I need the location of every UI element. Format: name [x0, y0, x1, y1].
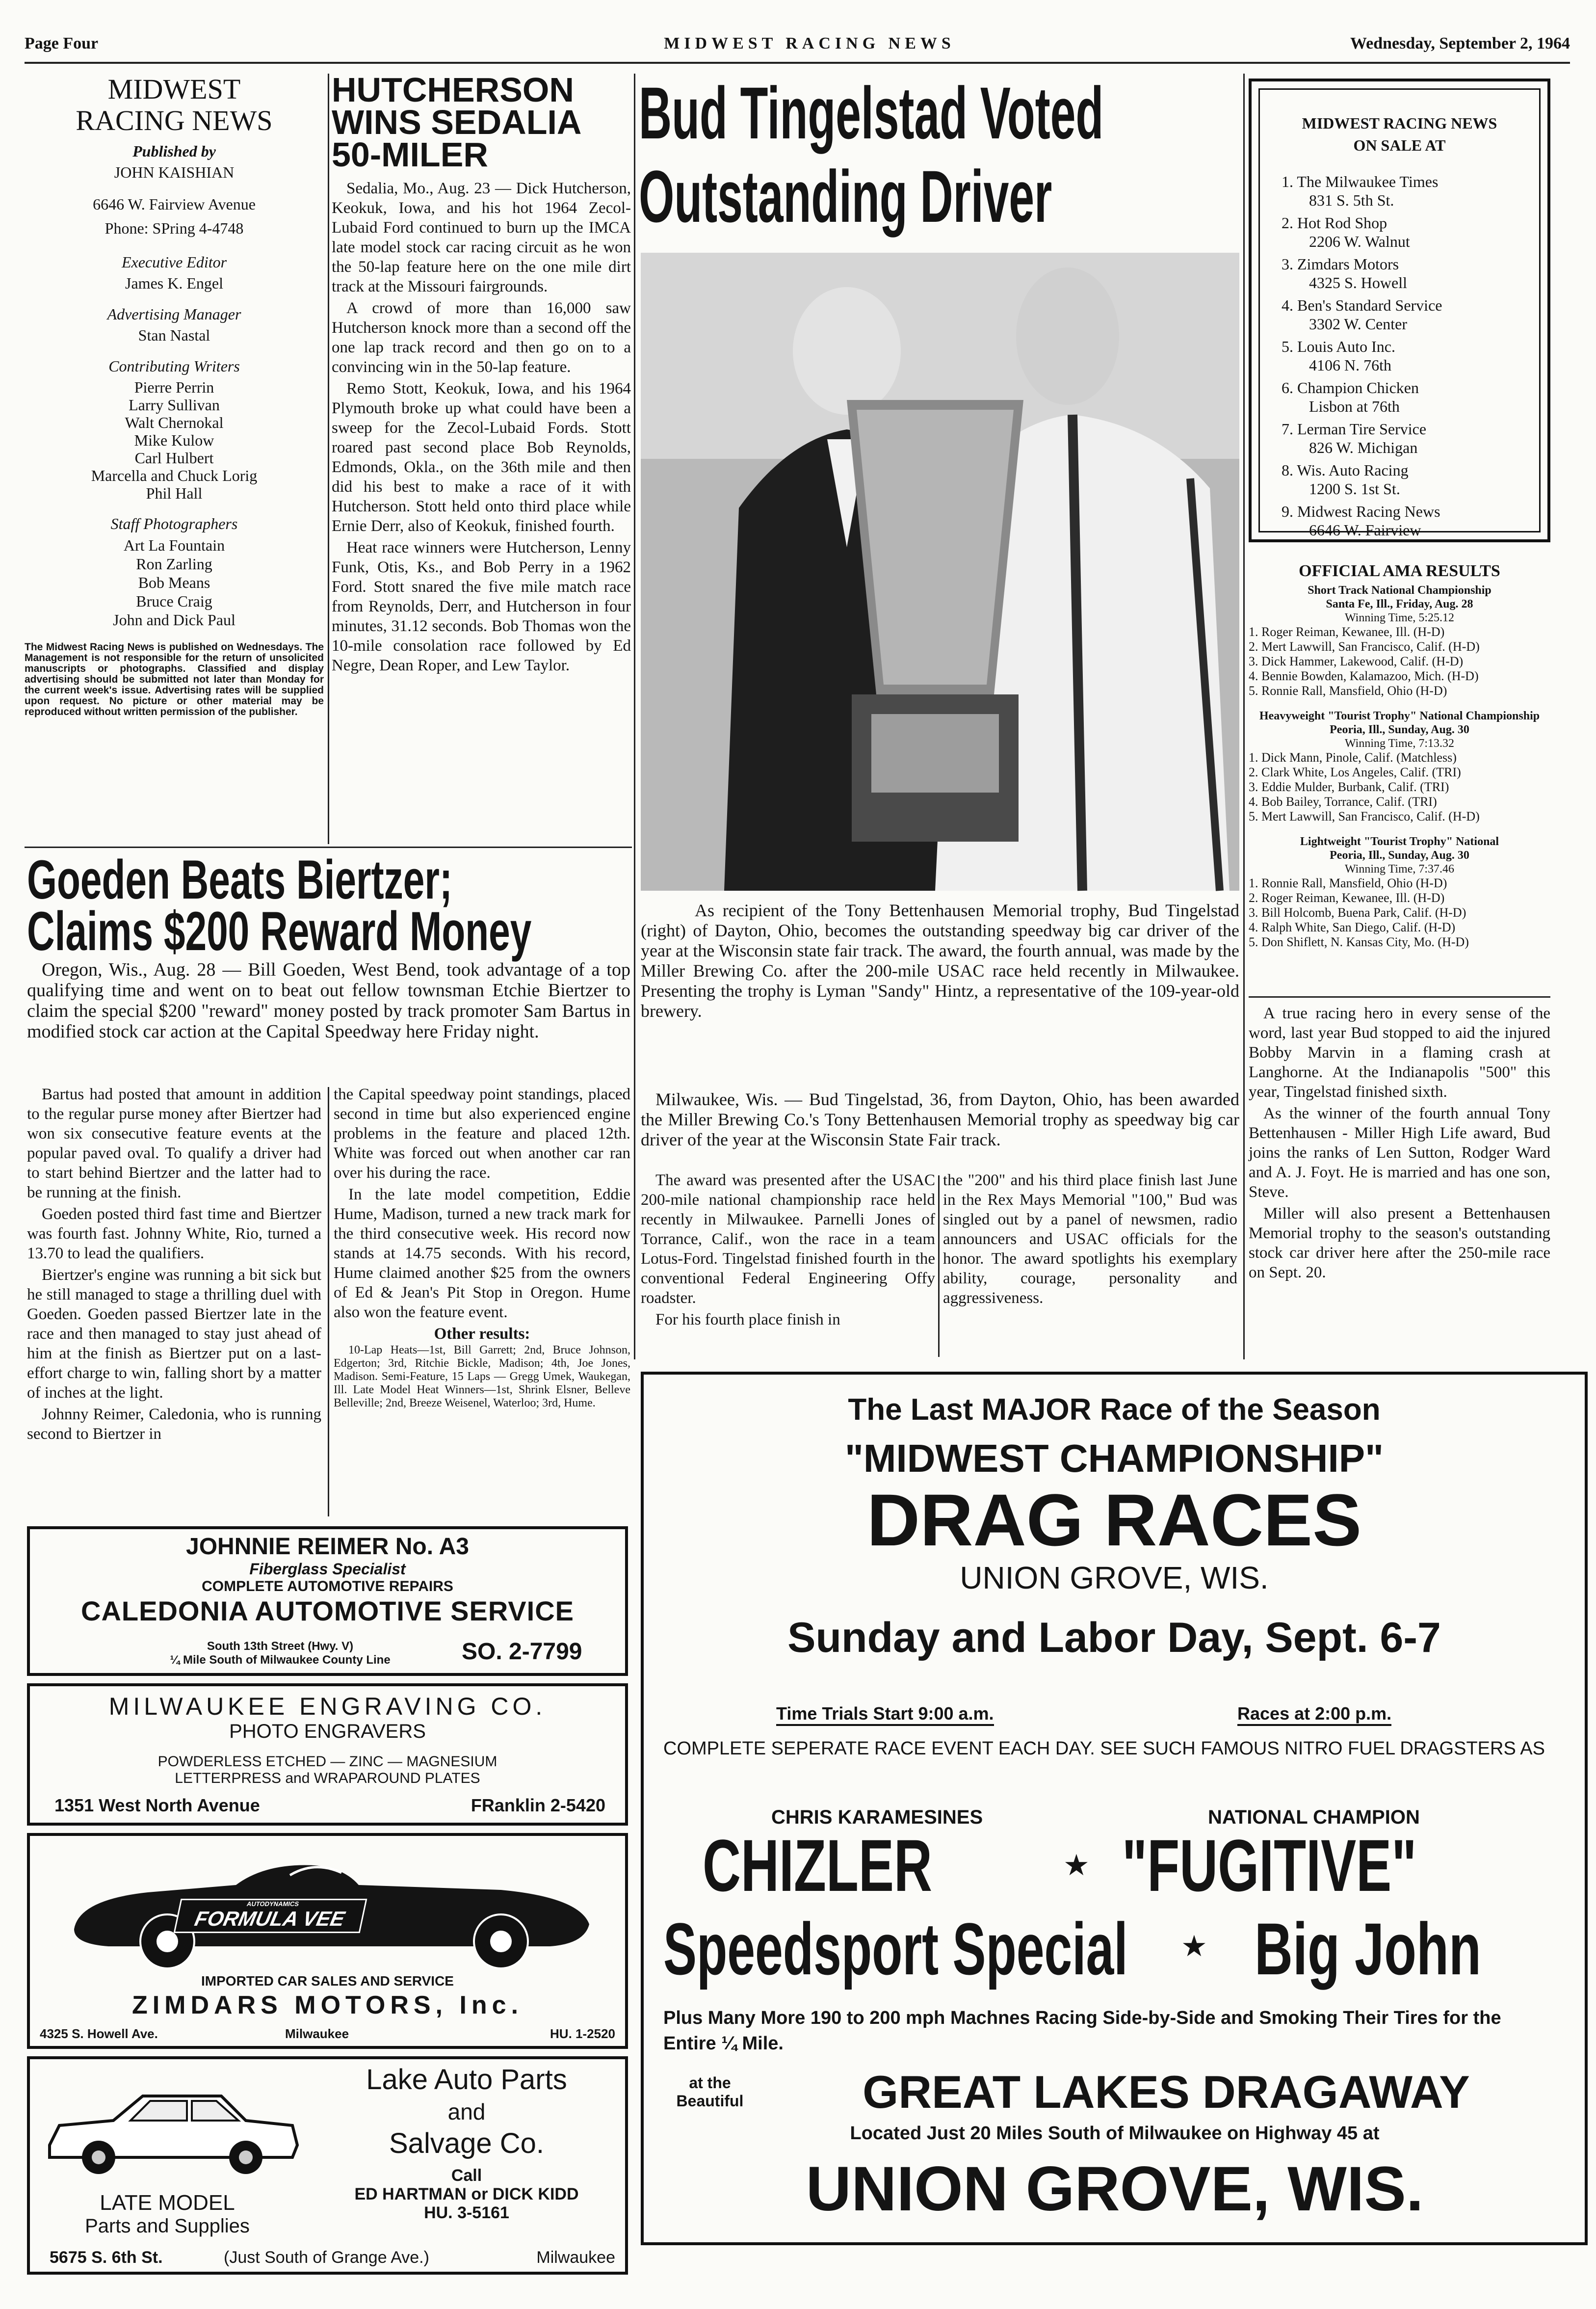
column-rule	[634, 74, 635, 1359]
paper-name: MIDWEST RACING NEWS	[664, 34, 955, 53]
goeden-headline-1: Goeden Beats Biertzer;	[27, 849, 452, 910]
lake-late-model: LATE MODEL	[100, 2191, 235, 2215]
article-paragraph: As the winner of the fourth annual Tony Bettenhausen - Miller High Life award, Bud joins the ranks of Len Sutton, Rodger Ward and A. J. Foyt. He is married and has one son, Steve.	[1249, 1105, 1550, 1201]
ama-section: Short Track National Championship Santa Fe, Ill., Friday, Aug. 28 Winning Time, 5:25.12 1. Roger Reiman, Kewanee, Ill. (H-D) 2. Mert Lawwill, San Francisco, Calif. (H-D) 3. Dick Hammer, Lakewood, Calif. (H-D) 4. Bennie Bowden, Kalamazoo, Mich. (H-D) 5. Ronnie Rall, Mansfield, Ohio (H-D)	[1249, 584, 1491, 698]
drag-line-5: Sunday and Labor Day, Sept. 6-7	[787, 1614, 1441, 1661]
ad-line: MILWAUKEE ENGRAVING CO.	[108, 1693, 547, 1720]
union-grove: UNION GROVE, WIS.	[806, 2154, 1424, 2224]
writer-name: Phil Hall	[146, 484, 203, 502]
star-icon: ★	[1181, 1930, 1207, 1963]
lake-line-3: Salvage Co.	[389, 2127, 544, 2159]
drag-line-4: UNION GROVE, WIS.	[960, 1560, 1269, 1595]
photographer-name: Bruce Craig	[136, 592, 212, 610]
other-results: 10-Lap Heats—1st, Bill Garrett; 2nd, Bruce Johnson, Edgerton; 3rd, Ritchie Bickle, Madison; 4th, Joe Jones, Madison. Semi-Feature, 15 Laps — Gregg Umek, Waukegan, Ill. Late Model Heat Winners—1st, Shrink Elsner, Belleve Belleville; 2nd, Breeze Weisenel, Waterloo; 3rd, Hume.	[334, 1344, 630, 1409]
page-header	[25, 34, 1570, 59]
ad-phone: HU. 3-5161	[424, 2203, 509, 2222]
ad-line: JOHNNIE REIMER No. A3	[186, 1534, 469, 1560]
masthead-title-2: RACING NEWS	[76, 105, 273, 136]
writer-name: Larry Sullivan	[129, 396, 220, 414]
photographers-label: Staff Photographers	[110, 515, 238, 532]
ad-manager: Stan Nastal	[138, 326, 210, 344]
on-sale-item: 3. Zimdars Motors 4325 S. Howell	[1282, 255, 1407, 292]
badge-small: AUTODYNAMICS	[246, 1900, 300, 1908]
ad-lake-auto	[27, 2056, 628, 2275]
ad-line: ZIMDARS MOTORS, Inc.	[131, 1991, 523, 2019]
writers-label: Contributing Writers	[108, 357, 240, 375]
ad-address: 1351 West North Avenue	[54, 1795, 260, 1815]
tingelstad-lead	[641, 1089, 1239, 1170]
article-paragraph: A true racing hero in every sense of the word, last year Bud stopped to aid the injured Bobby Marvin in a flaming crash at Langhorne. At the Indianapolis "500" this year, Tingelstad finished sixth.	[1249, 1005, 1550, 1101]
article-paragraph: Bartus had posted that amount in addition to the regular purse money after Biertzer had won six consecutive feature events at the popular paved oval. To qualify a driver had to start behind Biertzer and the latter had to be running at the finish.	[27, 1086, 321, 1201]
on-sale-box	[1249, 79, 1550, 542]
dragway-located: Located Just 20 Miles South of Milwaukee on Highway 45 at	[850, 2123, 1380, 2144]
ad-line: South 13th Street (Hwy. V)	[207, 1640, 354, 1653]
big-john: Big John	[1255, 1908, 1481, 1990]
ama-section: Lightweight "Tourist Trophy" National Peoria, Ill., Sunday, Aug. 30 Winning Time, 7:37.46 1. Ronnie Rall, Mansfield, Ohio (H-D) 2. Roger Reiman, Kewanee, Ill. (H-D) 3. Bill Holcomb, Buena Park, Calif. (H-D) 4. Ralph White, San Diego, Calif. (H-D) 5. Don Shiflett, N. Kansas City, Mo. (H-D)	[1249, 835, 1499, 949]
issue-date: Wednesday, September 2, 1964	[1350, 34, 1570, 53]
column-rule	[328, 1087, 329, 1516]
ad-caledonia	[27, 1526, 628, 1676]
on-sale-item: 2. Hot Rod Shop 2206 W. Walnut	[1282, 214, 1410, 250]
photographer-name: Bob Means	[138, 574, 210, 591]
column-rule	[1243, 74, 1245, 1359]
section-rule	[1249, 996, 1550, 998]
on-sale-item: 9. Midwest Racing News 6646 W. Fairview	[1282, 503, 1440, 539]
tingelstad-col-2	[943, 1170, 1237, 1359]
photographer-name: Art La Fountain	[123, 536, 225, 554]
at-the: at the	[689, 2074, 731, 2092]
published-by-label: Published by	[132, 142, 216, 160]
goeden-lead	[27, 959, 630, 1082]
ad-line: POWDERLESS ETCHED — ZINC — MAGNESIUM	[157, 1753, 497, 1770]
article-paragraph: A crowd of more than 16,000 saw Hutcherson knock more than a second off the one lap track record and then go on to a convincing win in the 50-lap feature.	[332, 299, 631, 376]
drag-line-3: DRAG RACES	[866, 1479, 1362, 1561]
photographer-name: John and Dick Paul	[113, 611, 235, 629]
ad-line: IMPORTED CAR SALES AND SERVICE	[201, 1973, 454, 1989]
header-rule	[25, 62, 1570, 64]
ad-city: Milwaukee	[536, 2248, 615, 2267]
fugitive: "FUGITIVE"	[1122, 1824, 1417, 1907]
goeden-headline	[27, 849, 630, 962]
exec-editor: James K. Engel	[125, 274, 223, 292]
lake-parts: Parts and Supplies	[85, 2215, 250, 2237]
hutcherson-headline-1: HUTCHERSON	[332, 71, 574, 109]
page-label: Page Four	[25, 34, 99, 53]
national-champion: NATIONAL CHAMPION	[1208, 1806, 1420, 1828]
tingelstad-headline	[639, 74, 1237, 245]
karamesines: CHRIS KARAMESINES	[771, 1806, 983, 1828]
article-paragraph: The award was presented after the USAC 200-mile national championship race held recently in Milwaukee. Parnelli Jones of Torrance, Calif., won the race in a team Lotus-Ford. Tingelstad finished fourth in the conventional Federal Engineering Offy roadster.	[641, 1171, 935, 1307]
masthead	[25, 73, 324, 717]
on-sale-item: 5. Louis Auto Inc. 4106 N. 76th	[1282, 338, 1395, 374]
other-results-label: Other results:	[434, 1325, 530, 1343]
article-paragraph: Remo Stott, Keokuk, Iowa, and his 1964 Plymouth broke up what could have been a sweep for the Zecol-Lubaid Fords. Stott roared past second place Bob Reynolds, Edmonds, Okla., on the 36th mile and then did his best to make a race of it with Hutcherson. Stott held onto third place while Ernie Derr, also of Keokuk, finished fourth.	[332, 380, 631, 535]
ad-address: 5675 S. 6th St.	[50, 2248, 163, 2267]
article-paragraph: Goeden posted third fast time and Biertzer was fourth fast. Johnny White, Rio, turned a 13.70 to lead the qualifiers.	[27, 1205, 321, 1262]
ad-line: CALEDONIA AUTOMOTIVE SERVICE	[81, 1595, 574, 1626]
tingelstad-headline-1: Bud Tingelstad Voted	[639, 72, 1104, 154]
lake-line-1: Lake Auto Parts	[366, 2064, 567, 2096]
article-paragraph: the "200" and his third place finish last June in the Rex Mays Memorial "100," Bud was singled out by a panel of newsmen, radio announcers and USAC officials for the honor. The award spotlights his exemplary ability, courage, personality and aggressiveness.	[943, 1171, 1237, 1307]
exec-editor-label: Executive Editor	[121, 253, 227, 271]
star-icon: ★	[1063, 1849, 1090, 1882]
trophy-photo	[641, 253, 1239, 891]
drag-line-1: The Last MAJOR Race of the Season	[848, 1393, 1381, 1427]
chizler: CHIZLER	[703, 1824, 932, 1907]
article-paragraph: Biertzer's engine was running a bit sick but he still managed to stage a thrilling duel with Goeden. Goeden passed Biertzer late in the race and then managed to stay just ahead of him at the finish as Biertzer put on a last-effort charge to win, falling short by a matter of inches at the light.	[27, 1266, 321, 1402]
formula-vee-badge	[174, 1899, 367, 1933]
ad-manager-label: Advertising Manager	[107, 305, 241, 323]
tingelstad-lead-paragraph: Milwaukee, Wis. — Bud Tingelstad, 36, from Dayton, Ohio, has been awarded the Miller Brewing Co.'s Tony Bettenhausen Memorial trophy as speedway big car driver of the year at the Wisconsin State Fair track.	[641, 1089, 1239, 1149]
ad-phone: SO. 2-7799	[462, 1639, 582, 1665]
on-sale-item: 4. Ben's Standard Service 3302 W. Center	[1282, 296, 1442, 333]
hutcherson-headline-2: WINS SEDALIA	[332, 103, 582, 141]
article-paragraph: Sedalia, Mo., Aug. 23 — Dick Hutcherson, Keokuk, Iowa, and his hot 1964 Zecol-Lubaid Ford continued to burn up the IMCA late model stock car racing circuit as he won the 50-lap feature here on the one mile dirt track at the Missouri fairgrounds.	[332, 180, 631, 295]
publisher: JOHN KAISHIAN	[114, 163, 235, 181]
sedan-illustration	[45, 2086, 300, 2175]
goeden-col-1	[27, 1085, 321, 1516]
writer-name: Walt Chernokal	[125, 414, 224, 431]
publisher-notice: The Midwest Racing News is published on Wednesdays. The Management is not responsible for the return of unsolicited manuscripts or photographs. Classified and display advertising should be submitted not later than Monday for the current week's issue. Advertising rates will be supplied upon request. No picture or other material may be reproduced without written permission of the publisher.	[25, 641, 324, 717]
on-sale-item: 6. Champion Chicken Lisbon at 76th	[1282, 379, 1419, 415]
ad-phone: HU. 1-2520	[550, 2026, 615, 2041]
goeden-col-2	[334, 1085, 630, 1516]
lake-directions: (Just South of Grange Ave.)	[224, 2248, 429, 2267]
column-rule	[328, 74, 329, 844]
tingelstad-headline-2: Outstanding Driver	[639, 155, 1052, 238]
photographer-name: Ron Zarling	[136, 555, 212, 573]
article-paragraph: Heat race winners were Hutcherson, Lenny Funk, Otis, Ks., and Bob Perry in a 1962 Ford. Stott snared the five mile match race from Reynolds, Derr, and Hutcherson in four minutes, 31.12 seconds. Bob Thomas won the 10-mile consolation race followed by Ed Negre, Dean Roper, and Lew Taylor.	[332, 539, 631, 674]
ama-results	[1249, 562, 1550, 994]
article-paragraph: For his fourth place finish in	[655, 1311, 840, 1328]
on-sale-item: 8. Wis. Auto Racing 1200 S. 1st St.	[1282, 461, 1409, 498]
trophy-photo-illustration	[641, 253, 1239, 891]
column-rule	[938, 1175, 940, 1357]
goeden-lead-paragraph: Oregon, Wis., Aug. 28 — Bill Goeden, West Bend, took advantage of a top qualifying time and went on to beat out fellow townsman Etchie Biertzer to claim the special $200 "reward" money posted by track promoter Sam Bartus in modified stock car action at the Capital Speedway here Friday night.	[27, 959, 630, 1042]
tingelstad-col-1	[641, 1170, 935, 1359]
article-paragraph: In the late model competition, Eddie Hume, Madison, turned a new track mark for the third consecutive week. His record now stands at 14.75 seconds. With his record, Hume claimed another $25 from the owners of Ed & Jean's Pit Stop in Oregon. Hume also won the feature event.	[334, 1186, 630, 1321]
ama-title: OFFICIAL AMA RESULTS	[1299, 562, 1500, 580]
speedsport: Speedsport Special	[663, 1908, 1128, 1990]
ad-zimdars	[27, 1833, 628, 2049]
section-rule	[25, 847, 632, 848]
lake-call: Call	[451, 2166, 482, 2185]
masthead-phone: Phone: SPring 4-4748	[105, 219, 244, 237]
dragway-name: GREAT LAKES DRAGAWAY	[863, 2066, 1470, 2118]
beautiful: Beautiful	[676, 2092, 744, 2110]
ad-engraving	[27, 1683, 628, 1826]
ad-line: LETTERPRESS and WRAPAROUND PLATES	[175, 1770, 480, 1786]
article-paragraph: Johnny Reimer, Caledonia, who is running second to Biertzer in	[27, 1406, 321, 1443]
writer-name: Marcella and Chuck Lorig	[91, 467, 258, 484]
tingelstad-col-3	[1249, 1004, 1550, 1359]
writer-name: Mike Kulow	[134, 431, 214, 449]
race-start: Races at 2:00 p.m.	[1237, 1703, 1391, 1726]
article-paragraph: Miller will also present a Bettenhausen Memorial trophy to the season's outstanding stock car driver here after the 250-mile race on Sept. 20.	[1249, 1205, 1550, 1281]
ad-line: PHOTO ENGRAVERS	[229, 1721, 426, 1742]
writer-name: Carl Hulbert	[134, 449, 214, 467]
article-paragraph: the Capital speedway point standings, placed second in time but also experienced engine problems in the feature and placed 12th. White was forced out when another car ran over his during the race.	[334, 1086, 630, 1182]
writer-name: Pierre Perrin	[134, 378, 214, 396]
drag-plus: Plus Many More 190 to 200 mph Machnes Racing Side-by-Side and Smoking Their Tires for the Entire ¼ Mile.	[663, 2008, 1501, 2054]
on-sale-title-2: ON SALE AT	[1353, 136, 1446, 154]
ad-city: Milwaukee	[285, 2026, 349, 2041]
tingelstad-caption	[641, 901, 1239, 1077]
ad-drag-races	[641, 1372, 1588, 2245]
ama-section: Heavyweight "Tourist Trophy" National Championship Peoria, Ill., Sunday, Aug. 30 Winning Time, 7:13.32 1. Dick Mann, Pinole, Calif. (Matchless) 2. Clark White, Los Angeles, Calif. (TRI) 3. Eddie Mulder, Burbank, Calif. (TRI) 4. Bob Bailey, Torrance, Calif. (TRI) 5. Mert Lawwill, San Francisco, Calif. (H-D)	[1249, 710, 1540, 823]
masthead-title-1: MIDWEST	[107, 73, 241, 105]
photo-caption: As recipient of the Tony Bettenhausen Memorial trophy, Bud Tingelstad (right) of Dayton, Ohio, becomes the outstanding speedway big car driver of the year at the Wisconsin state fair track. The award, the fourth annual, was made by the Miller Brewing Co. after the 200-mile USAC race held recently in Milwaukee. Presenting the trophy is Lyman "Sandy" Hintz, a representative of the 109-year-old brewery.	[641, 901, 1239, 1021]
lake-names: ED HARTMAN or DICK KIDD	[354, 2185, 579, 2203]
goeden-headline-2: Claims $200 Reward Money	[27, 901, 532, 962]
lake-line-2: and	[447, 2099, 486, 2124]
drag-complete: COMPLETE SEPERATE RACE EVENT EACH DAY. SEE SUCH FAMOUS NITRO FUEL DRAGSTERS AS	[663, 1738, 1545, 1759]
ad-line: COMPLETE AUTOMOTIVE REPAIRS	[202, 1578, 453, 1594]
drag-line-2: "MIDWEST CHAMPIONSHIP"	[844, 1436, 1384, 1480]
hutcherson-article	[332, 71, 631, 844]
ad-phone: FRanklin 2-5420	[471, 1795, 605, 1815]
on-sale-title-1: MIDWEST RACING NEWS	[1302, 114, 1497, 132]
time-trials: Time Trials Start 9:00 a.m.	[776, 1703, 994, 1726]
ad-line: ¼ Mile South of Milwaukee County Line	[170, 1653, 391, 1667]
badge-title: FORMULA VEE	[192, 1907, 347, 1930]
on-sale-item: 7. Lerman Tire Service 826 W. Michigan	[1282, 420, 1427, 456]
hutcherson-headline-3: 50-MILER	[332, 135, 488, 174]
on-sale-item: 1. The Milwaukee Times 831 S. 5th St.	[1282, 173, 1439, 209]
masthead-address: 6646 W. Fairview Avenue	[93, 195, 256, 213]
ad-address: 4325 S. Howell Ave.	[40, 2026, 158, 2041]
ad-line: Fiberglass Specialist	[249, 1560, 406, 1578]
